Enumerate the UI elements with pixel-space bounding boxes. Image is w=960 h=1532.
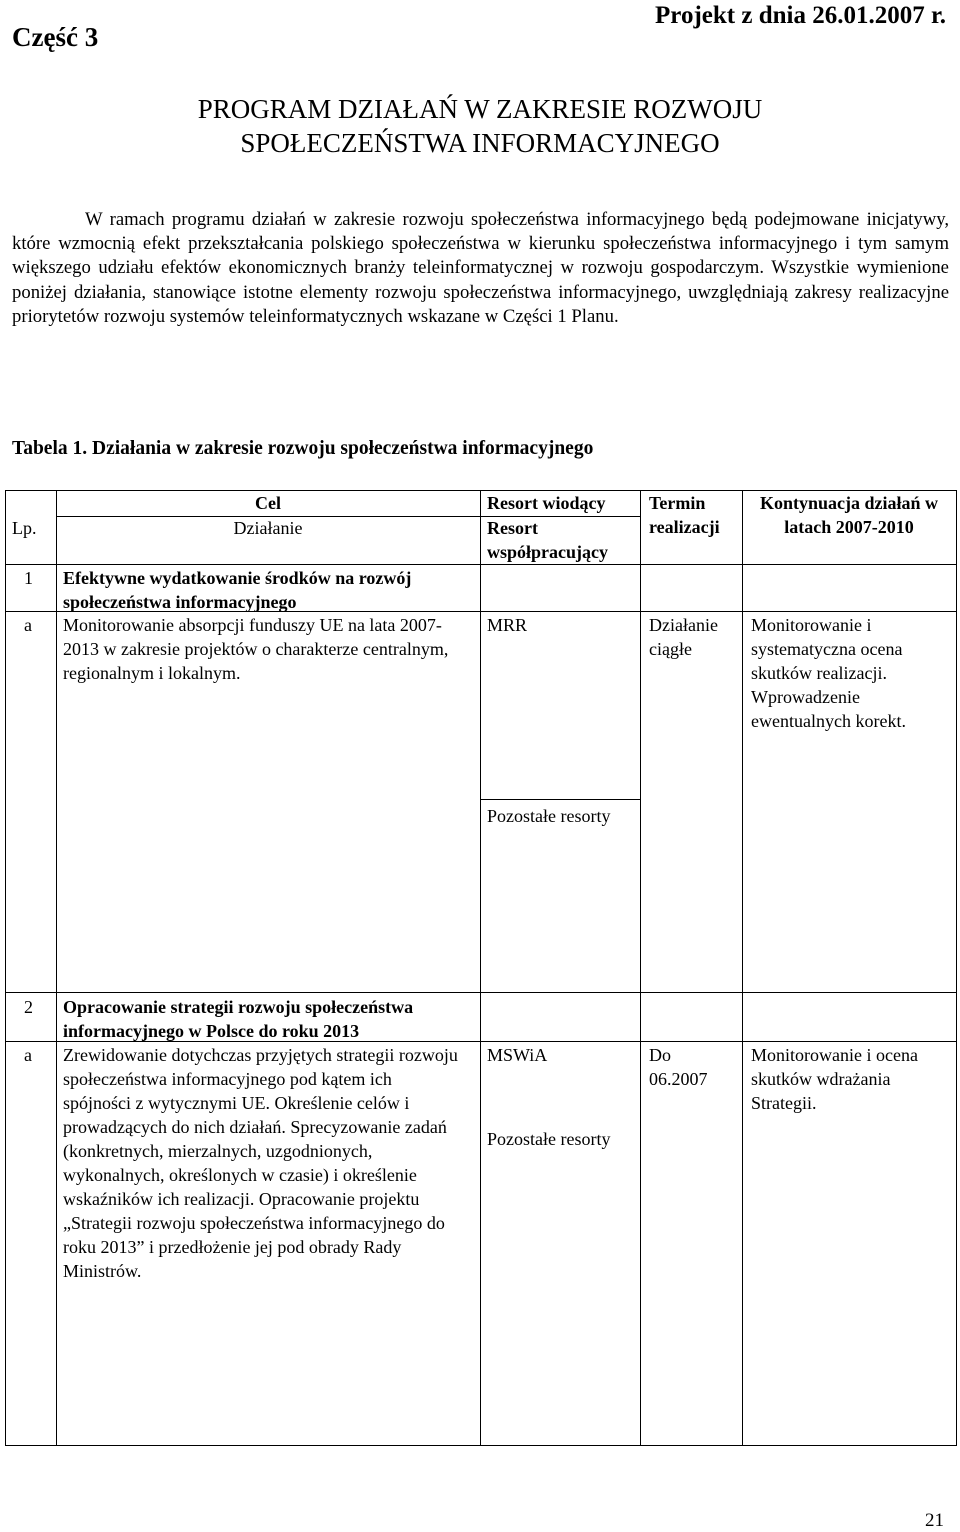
header-resort-wspolpracujacy: Resort współpracujący	[487, 518, 608, 562]
row1-cel: Efektywne wydatkowanie środków na rozwój społeczeństwa informacyjnego	[63, 568, 412, 612]
row1a-kontynuacja: Monitorowanie i systematyczna ocena skutków realizacji. Wprowadzenie ewentualnych korekt.	[751, 615, 906, 731]
intro-text-1: W ramach programu działań w zakresie rozwoju społeczeństwa informacyjnego będą podejmowane inicjatywy, które wzmocnią efekt przekształcania polskiego społeczeństwa w kierunku społeczeństwa informacyjnego i tym samym większego udziału efektów ekonomicznych branży teleinformatycznej w rozwoju gospodarczym.	[12, 209, 949, 279]
row2a-resort-wiodacy: MSWiA	[487, 1045, 548, 1065]
row2a-resort-wspolpracujacy: Pozostałe resorty	[487, 1129, 611, 1149]
title-line-1: PROGRAM DZIAŁAŃ W ZAKRESIE ROZWOJU	[197, 94, 763, 124]
header-kontynuacja: Kontynuacja działań w latach 2007-2010	[759, 493, 939, 537]
header-resort-wiodacy: Resort wiodący	[487, 493, 606, 513]
row2-cel: Opracowanie strategii rozwoju społeczeństwa informacyjnego w Polsce do roku 2013	[63, 997, 414, 1041]
header-lp: Lp.	[12, 518, 37, 538]
intro-text-2: Wszystkie wymienione poniżej działania, stanowiące istotne elementy rozwoju społeczeństwa informacyjnego, uwzględniają zakresy realizacyjne priorytetów rozwoju systemów teleinformatycznych wskazane w Części 1 Planu.	[12, 257, 949, 327]
row2a-termin: Do 06.2007	[649, 1045, 708, 1089]
intro-paragraph	[12, 208, 949, 329]
page-number: 21	[925, 1510, 944, 1531]
header-dzialanie: Działanie	[233, 518, 303, 538]
row1a-termin: Działanie ciągłe	[649, 615, 718, 659]
row1-lp: 1	[24, 568, 33, 588]
row2a-kontynuacja: Monitorowanie i ocena skutków wdrażania Strategii.	[751, 1045, 918, 1113]
header-termin: Termin realizacji	[649, 493, 720, 537]
part-label: Część 3	[12, 22, 99, 52]
row1a-lp: a	[24, 615, 32, 635]
header-cel: Cel	[255, 493, 281, 513]
project-date: Projekt z dnia 26.01.2007 r.	[655, 2, 946, 29]
row1a-resort-wiodacy: MRR	[487, 615, 528, 635]
page-title	[0, 92, 960, 160]
row1a-resort-wspolpracujacy: Pozostałe resorty	[487, 806, 611, 826]
table-caption: Tabela 1. Działania w zakresie rozwoju społeczeństwa informacyjnego	[12, 438, 594, 459]
title-line-2: SPOŁECZEŃSTWA INFORMACYJNEGO	[240, 128, 720, 158]
row2a-lp: a	[24, 1045, 32, 1065]
row1a-dzialanie: Monitorowanie absorpcji funduszy UE na lata 2007-2013 w zakresie projektów o charakterze centralnym, regionalnym i lokalnym.	[63, 615, 449, 683]
row2a-dzialanie: Zrewidowanie dotychczas przyjętych strategii rozwoju społeczeństwa informacyjnego pod kątem ich spójności z wytycznymi UE. Określenie celów i prowadzących do nich działań. Sprecyzowanie zadań (konkretnych, mierzalnych, uzgodnionych, wykonalnych, określonych w czasie) i określenie wskaźników ich realizacji. Opracowanie projektu „Strategii rozwoju społeczeństwa informacyjnego do roku 2013” i przedłożenie jej pod obrady Rady Ministrów.	[63, 1045, 458, 1281]
row2-lp: 2	[24, 997, 33, 1017]
